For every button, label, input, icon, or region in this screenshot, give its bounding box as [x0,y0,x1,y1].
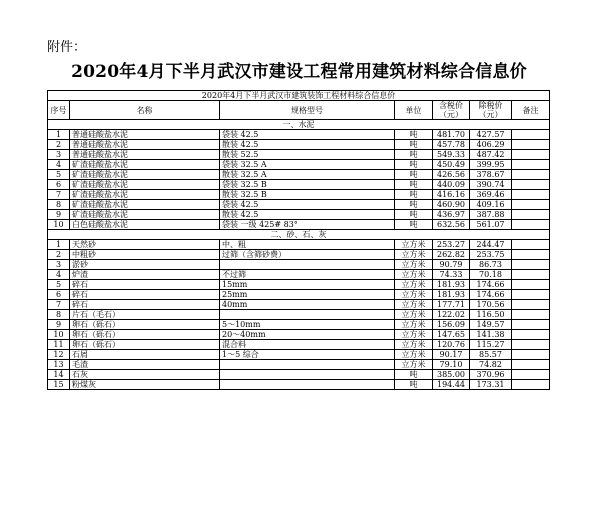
cell-taxed-price: 436.97 [433,210,470,220]
table-row [48,310,550,320]
header-remarks: 备注 [512,101,550,120]
cell-index: 3 [48,150,70,160]
cell-pretax-price: 399.95 [470,160,512,170]
cell-name: 矿渣硅酸盐水泥 [70,200,220,210]
cell-name: 普通硅酸盐水泥 [70,150,220,160]
cell-taxed-price: 79.10 [433,360,470,370]
cell-name: 石屑 [70,350,220,360]
cell-pretax-price: 115.27 [470,340,512,350]
cell-index: 4 [48,270,70,280]
cell-unit: 立方米 [395,240,433,250]
cell-pretax-price: 74.82 [470,360,512,370]
header-spec: 规格型号 [220,101,395,120]
cell-name: 卵石（砾石） [70,330,220,340]
header-taxed-price: 含税价 （元） [433,101,470,120]
cell-spec [220,370,395,380]
cell-spec: 5～10mm [220,320,395,330]
section-title: 二、砂、石、灰 [48,230,550,240]
cell-index: 8 [48,310,70,320]
cell-index: 13 [48,360,70,370]
cell-pretax-price: 174.66 [470,290,512,300]
cell-unit: 立方米 [395,250,433,260]
cell-name: 矿渣硅酸盐水泥 [70,210,220,220]
cell-unit: 吨 [395,170,433,180]
cell-name: 炉渣 [70,270,220,280]
cell-index: 7 [48,300,70,310]
table-row [48,380,550,390]
cell-taxed-price: 177.71 [433,300,470,310]
cell-unit: 吨 [395,370,433,380]
table-row [48,240,550,250]
cell-pretax-price: 387.88 [470,210,512,220]
cell-taxed-price: 181.93 [433,280,470,290]
cell-name: 天然砂 [70,240,220,250]
cell-index: 8 [48,200,70,210]
cell-spec [220,260,395,270]
cell-name: 矿渣硅酸盐水泥 [70,160,220,170]
header-name: 名称 [70,101,220,120]
table-row [48,270,550,280]
cell-pretax-price: 561.07 [470,220,512,230]
cell-name: 片石（毛石） [70,310,220,320]
cell-pretax-price: 390.74 [470,180,512,190]
cell-name: 矿渣硅酸盐水泥 [70,170,220,180]
cell-remarks [512,180,550,190]
cell-pretax-price: 86.73 [470,260,512,270]
cell-taxed-price: 253.27 [433,240,470,250]
cell-pretax-price: 427.57 [470,130,512,140]
table-row [48,320,550,330]
cell-remarks [512,240,550,250]
table-row [48,370,550,380]
cell-name: 毛渣 [70,360,220,370]
cell-pretax-price: 173.31 [470,380,512,390]
cell-name: 石灰 [70,370,220,380]
cell-taxed-price: 74.33 [433,270,470,280]
cell-spec: 过筛（含筛砂费） [220,250,395,260]
price-table [47,90,550,390]
cell-pretax-price: 406.29 [470,140,512,150]
cell-index: 6 [48,290,70,300]
cell-spec: 散装 42.5 [220,140,395,150]
cell-spec: 40mm [220,300,395,310]
cell-unit: 立方米 [395,320,433,330]
cell-unit: 立方米 [395,280,433,290]
column-header-row [48,101,550,120]
cell-remarks [512,220,550,230]
cell-taxed-price: 120.76 [433,340,470,350]
table-row [48,300,550,310]
cell-index: 1 [48,130,70,140]
cell-name: 淤砂 [70,260,220,270]
cell-unit: 吨 [395,210,433,220]
cell-index: 3 [48,260,70,270]
cell-remarks [512,340,550,350]
cell-remarks [512,360,550,370]
cell-spec [220,380,395,390]
section-title: 一、水泥 [48,120,550,130]
cell-pretax-price: 244.47 [470,240,512,250]
cell-spec: 25mm [220,290,395,300]
cell-remarks [512,320,550,330]
cell-name: 普通硅酸盐水泥 [70,140,220,150]
cell-spec: 袋装 42.5 [220,200,395,210]
cell-unit: 吨 [395,130,433,140]
cell-unit: 立方米 [395,330,433,340]
cell-pretax-price: 149.57 [470,320,512,330]
cell-spec: 袋装 42.5 [220,130,395,140]
cell-unit: 立方米 [395,260,433,270]
cell-index: 9 [48,320,70,330]
cell-index: 10 [48,330,70,340]
cell-name: 碎石 [70,280,220,290]
cell-unit: 立方米 [395,310,433,320]
cell-remarks [512,170,550,180]
header-index: 序号 [48,101,70,120]
cell-index: 12 [48,350,70,360]
cell-spec: 散装 52.5 [220,150,395,160]
cell-pretax-price: 487.42 [470,150,512,160]
header-unit: 单位 [395,101,433,120]
table-row [48,130,550,140]
cell-pretax-price: 253.75 [470,250,512,260]
cell-spec: 中、粗 [220,240,395,250]
cell-pretax-price: 174.66 [470,280,512,290]
cell-spec: 15mm [220,280,395,290]
cell-pretax-price: 170.56 [470,300,512,310]
cell-taxed-price: 632.56 [433,220,470,230]
cell-spec: 不过筛 [220,270,395,280]
cell-taxed-price: 156.09 [433,320,470,330]
cell-remarks [512,310,550,320]
cell-pretax-price: 369.46 [470,190,512,200]
cell-remarks [512,350,550,360]
table-title: 2020年4月下半月武汉市建筑装饰工程材料综合信息价 [48,91,550,101]
cell-name: 中粗砂 [70,250,220,260]
cell-index: 6 [48,180,70,190]
cell-unit: 吨 [395,220,433,230]
cell-remarks [512,150,550,160]
cell-remarks [512,200,550,210]
table-row [48,350,550,360]
cell-remarks [512,260,550,270]
cell-remarks [512,160,550,170]
cell-remarks [512,210,550,220]
cell-pretax-price: 370.96 [470,370,512,380]
document-title: 2020年4月下半月武汉市建设工程常用建筑材料综合信息价 [71,62,527,82]
cell-index: 1 [48,240,70,250]
cell-pretax-price: 116.50 [470,310,512,320]
table-row [48,340,550,350]
cell-spec [220,360,395,370]
cell-taxed-price: 481.70 [433,130,470,140]
cell-unit: 吨 [395,160,433,170]
cell-remarks [512,270,550,280]
table-row [48,190,550,200]
cell-taxed-price: 90.17 [433,350,470,360]
cell-taxed-price: 457.78 [433,140,470,150]
cell-name: 碎石 [70,290,220,300]
cell-spec: 散装 32.5 B [220,190,395,200]
cell-remarks [512,140,550,150]
cell-pretax-price: 409.16 [470,200,512,210]
cell-unit: 吨 [395,140,433,150]
cell-name: 碎石 [70,300,220,310]
table-row [48,150,550,160]
cell-index: 4 [48,160,70,170]
cell-unit: 吨 [395,190,433,200]
header-pretax-price: 除税价 （元） [470,101,512,120]
cell-unit: 立方米 [395,290,433,300]
cell-unit: 立方米 [395,350,433,360]
cell-unit: 吨 [395,380,433,390]
table-row [48,200,550,210]
cell-index: 9 [48,210,70,220]
table-row [48,210,550,220]
attachment-label: 附件： [47,40,87,55]
cell-name: 卵石（砾石） [70,320,220,330]
cell-index: 5 [48,170,70,180]
cell-remarks [512,370,550,380]
cell-taxed-price: 181.93 [433,290,470,300]
table-row [48,250,550,260]
cell-unit: 立方米 [395,360,433,370]
cell-unit: 立方米 [395,340,433,350]
table-row [48,140,550,150]
cell-index: 2 [48,250,70,260]
table-title-row [48,91,550,101]
cell-taxed-price: 450.49 [433,160,470,170]
cell-name: 矿渣硅酸盐水泥 [70,180,220,190]
cell-remarks [512,290,550,300]
cell-index: 5 [48,280,70,290]
cell-unit: 吨 [395,150,433,160]
cell-spec [220,310,395,320]
cell-name: 矿渣硅酸盐水泥 [70,190,220,200]
cell-unit: 吨 [395,200,433,210]
cell-remarks [512,130,550,140]
table-row [48,260,550,270]
cell-spec: 20～40mm [220,330,395,340]
cell-taxed-price: 122.02 [433,310,470,320]
cell-pretax-price: 70.18 [470,270,512,280]
cell-remarks [512,190,550,200]
cell-name: 普通硅酸盐水泥 [70,130,220,140]
cell-spec: 袋装 一级 425# 83° [220,220,395,230]
cell-taxed-price: 262.82 [433,250,470,260]
cell-name: 粉煤灰 [70,380,220,390]
cell-taxed-price: 416.16 [433,190,470,200]
cell-taxed-price: 194.44 [433,380,470,390]
cell-taxed-price: 460.90 [433,200,470,210]
section-row [48,230,550,240]
cell-spec: 袋装 32.5 B [220,180,395,190]
cell-unit: 立方米 [395,270,433,280]
cell-index: 15 [48,380,70,390]
cell-spec: 散装 32.5 A [220,170,395,180]
cell-taxed-price: 549.33 [433,150,470,160]
cell-spec: 袋装 32.5 A [220,160,395,170]
cell-unit: 吨 [395,180,433,190]
cell-remarks [512,330,550,340]
table-row [48,220,550,230]
table-row [48,180,550,190]
table-row [48,160,550,170]
cell-taxed-price: 426.56 [433,170,470,180]
cell-spec: 散装 42.5 [220,210,395,220]
cell-name: 白色硅酸盐水泥 [70,220,220,230]
cell-taxed-price: 440.09 [433,180,470,190]
cell-pretax-price: 141.38 [470,330,512,340]
cell-taxed-price: 90.79 [433,260,470,270]
table-row [48,280,550,290]
cell-index: 10 [48,220,70,230]
cell-remarks [512,280,550,290]
cell-pretax-price: 378.67 [470,170,512,180]
table-row [48,360,550,370]
cell-pretax-price: 85.57 [470,350,512,360]
cell-taxed-price: 385.00 [433,370,470,380]
cell-spec: 1～5 综合 [220,350,395,360]
table-row [48,330,550,340]
cell-index: 7 [48,190,70,200]
table-row [48,290,550,300]
cell-index: 11 [48,340,70,350]
table-row [48,170,550,180]
cell-unit: 立方米 [395,300,433,310]
cell-index: 2 [48,140,70,150]
cell-remarks [512,250,550,260]
cell-remarks [512,380,550,390]
cell-taxed-price: 147.65 [433,330,470,340]
cell-remarks [512,300,550,310]
section-row [48,120,550,130]
cell-spec: 混合料 [220,340,395,350]
cell-name: 卵石（砾石） [70,340,220,350]
cell-index: 14 [48,370,70,380]
